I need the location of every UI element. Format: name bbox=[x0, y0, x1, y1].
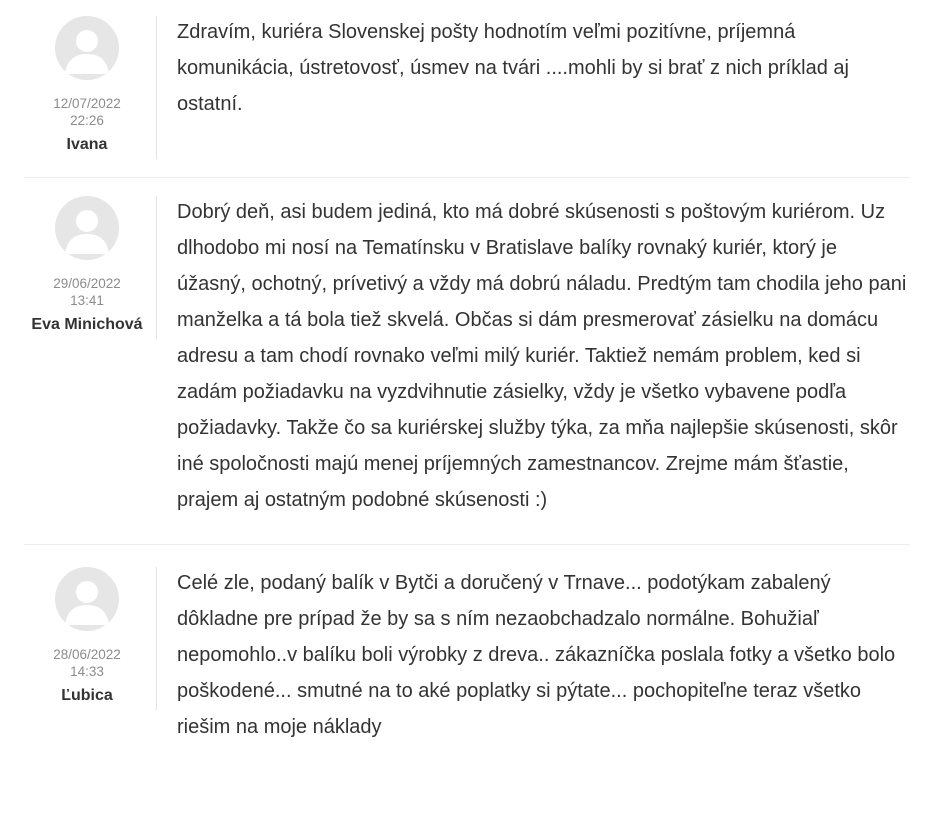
user-avatar-placeholder-icon bbox=[55, 196, 119, 260]
comment-text: Zdravím, kuriéra Slovenskej pošty hodnotím veľmi pozitívne, príjemná komunikácia, ústretovosť, úsmev na tvári ....mohli by si brať z nich príklad aj ostatní. bbox=[177, 21, 849, 115]
comment-meta bbox=[24, 16, 157, 159]
comment-text: Celé zle, podaný balík v Bytči a doručený v Trnave... podotýkam zabalený dôkladne pre prípad že by sa s ním nezaobchadzalo normálne. Bohužiaľ nepomohlo..v balíku boli výrobky z dreva.. zákazníčka poslala fotky a všetko bolo poškodené... smutné na to aké poplatky si pýtate... pochopiteľne teraz všetko riešim na moje náklady bbox=[177, 572, 896, 738]
comment-text: Dobrý deň, asi budem jediná, kto má dobré skúsenosti s poštovým kuriérom. Uz dlhodobo mi nosí na Tematínsku v Bratislave balíky rovnaký kuriér, ktorý je úžasný, ochotný, prívetivý a vždy má dobrú náladu. Predtým tam chodila jeho pani manželka a tá bola tiež skvelá. Občas si dám presmerovať zásielku na domácu adresu a tam chodí rovnako veľmi milý kuriér. Taktiež nemám problem, ked si zadám požiadavku na vyzdvihnutie zásielky, vždy je všetko vybavene podľa požiadavky. Takže čo sa kuriérskej služby týka, za mňa najlepšie skúsenosti, skôr iné spoločnosti majú menej príjemných zamestnancov. Zrejme mám šťastie, prajem aj ostatným podobné skúsenosti :) bbox=[177, 201, 907, 511]
comment-author: Ivana bbox=[66, 136, 108, 153]
comment-item bbox=[24, 177, 910, 544]
comment-time: 14:33 bbox=[70, 664, 104, 679]
user-avatar-placeholder-icon bbox=[55, 16, 119, 80]
comment-item bbox=[24, 544, 910, 765]
comment-date: 29/06/2022 bbox=[53, 276, 121, 291]
comment-author: Eva Minichová bbox=[31, 316, 143, 333]
comment-time: 13:41 bbox=[70, 293, 104, 308]
comment-meta bbox=[24, 567, 157, 710]
comment-item bbox=[24, 14, 910, 177]
comment-meta bbox=[24, 196, 157, 339]
user-avatar-placeholder-icon bbox=[55, 567, 119, 631]
comment-author: Ľubica bbox=[61, 687, 113, 704]
comment-date: 12/07/2022 bbox=[53, 96, 121, 111]
comment-date: 28/06/2022 bbox=[53, 647, 121, 662]
comment-time: 22:26 bbox=[70, 113, 104, 128]
